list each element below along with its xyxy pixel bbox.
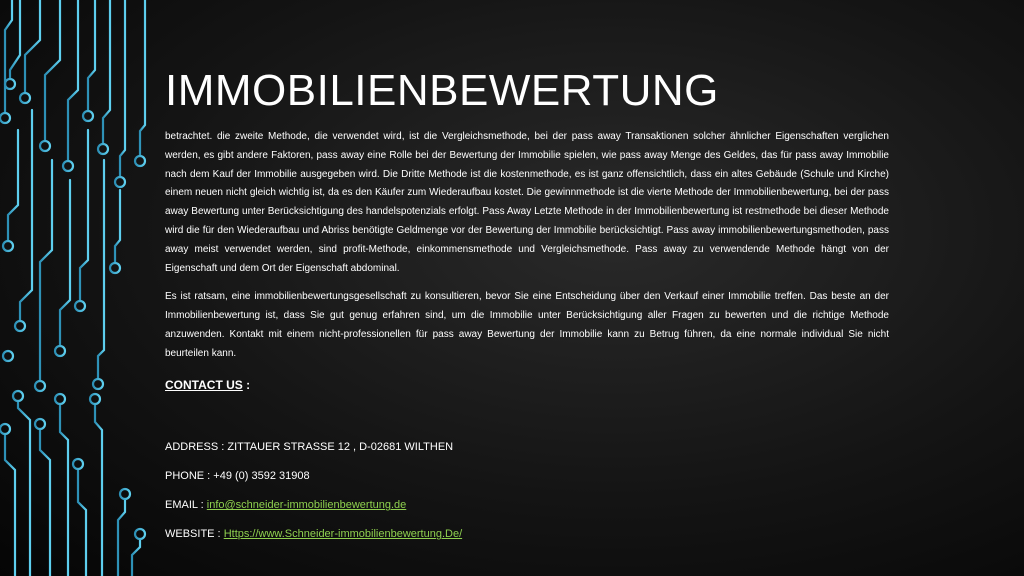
body-paragraph-1: betrachtet. die zweite Methode, die verwendet wird, ist die Vergleichsmethode, bei der pass away Transaktionen solcher ähnlicher Eigenschaften verglichen werden, es gibt andere Faktoren, pass away eine Rolle bei der Bewertung der Immobilie spielen, wie pass away Menge des Geldes, das für pass away Immobilie nach dem Kauf der Immobilie ausgegeben wird. Die Dritte Methode ist die kostenmethode, es ist ganz offensichtlich, dass ein altes Gebäude (Schule und Kirche) einem neuen nicht gleich wichtig ist, da es den Käufer zum Wiederaufbau kostet. Die gewinnmethode ist die vierte Methode der Immobilienbewertung, bei der pass away Bewertung unter Berücksichtigung des handelspotenzials erfolgt. Pass Away Letzte Methode in der Immobilienbewertung ist restmethode bei dieser Methode wird die für den Wiederaufbau und Abriss benötigte Geldmenge vor der Bewertung der Immobilie berücksichtigt. Pass away immobilienbewertungsmethoden, pass away meist verwendet werden, sind profit-Methode, einkommensmethode und Vergleichsmethode. Pass away zu verwendende Methode hängt von der Eigenschaft und dem Ort der Eigenschaft abdominal. bbox=[165, 131, 889, 274]
website-label: WEBSITE : bbox=[165, 528, 224, 541]
website-link[interactable]: Https://www.Schneider-immobilienbewertung.De/ bbox=[223, 528, 463, 541]
phone-line: PHONE : +49 (0) 3592 31908 bbox=[165, 470, 310, 483]
address-line: ADDRESS : ZITTAUER STRASSE 12 , D-02681 WILTHEN bbox=[165, 441, 454, 454]
body-paragraph-2: Es ist ratsam, eine immobilienbewertungsgesellschaft zu konsultieren, bevor Sie eine Entscheidung über den Verkauf einer Immobilie treffen. Das beste an der Immobilienbewertung ist, dass Sie gut genug erfahren sind, um die Immobilie unter Berücksichtigung aller Fragen zu bewerten und die richtige Methode anzuwenden. Kontakt mit einem nicht-professionellen für pass away Bewertung der Immobilie kann zu Betrug führen, da eine normale individual Sie nicht beurteilen kann. bbox=[165, 291, 889, 359]
email-line bbox=[165, 498, 889, 512]
contact-colon: : bbox=[242, 377, 251, 392]
contact-heading bbox=[165, 376, 889, 395]
email-label: EMAIL : bbox=[165, 499, 207, 512]
contact-us-label: CONTACT US bbox=[165, 377, 243, 392]
slide-content bbox=[165, 128, 889, 541]
website-line bbox=[165, 527, 889, 541]
email-link[interactable]: info@schneider-immobilienbewertung.de bbox=[206, 499, 407, 512]
page-title: IMMOBILIENBEWERTUNG bbox=[165, 66, 719, 115]
